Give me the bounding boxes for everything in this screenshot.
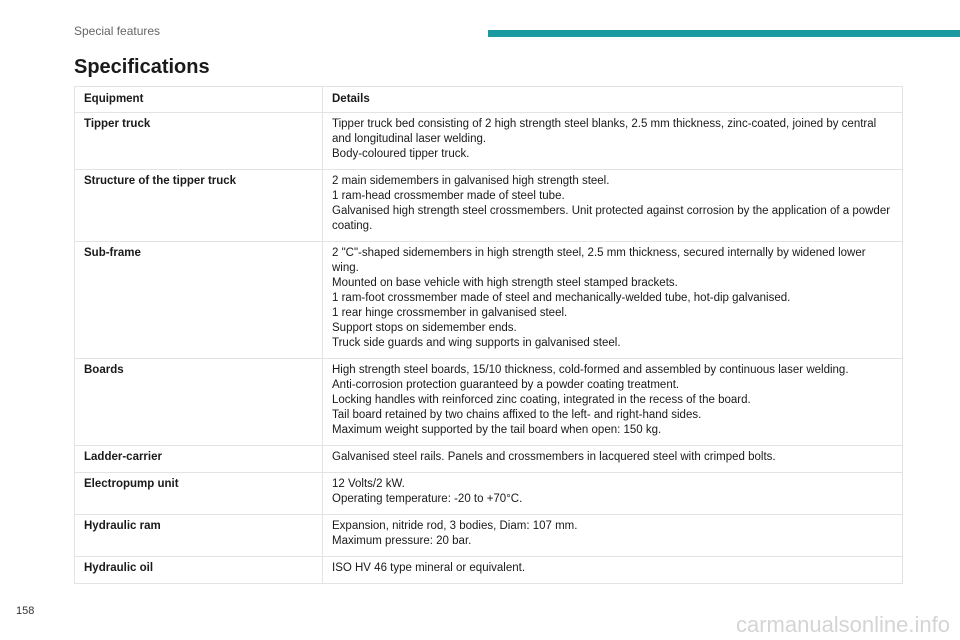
details-cell: Expansion, nitride rod, 3 bodies, Diam: 107 mm. Maximum pressure: 20 bar. bbox=[323, 515, 903, 557]
column-header-details: Details bbox=[323, 87, 903, 113]
watermark: carmanualsonline.info bbox=[735, 612, 950, 637]
equipment-cell: Sub-frame bbox=[75, 242, 323, 359]
details-cell: 2 main sidemembers in galvanised high strength steel. 1 ram-head crossmember made of steel tube. Galvanised high strength steel crossmembers. Unit protected against corrosion by the application of a powder coating. bbox=[323, 170, 903, 242]
column-header-equipment: Equipment bbox=[75, 87, 323, 113]
equipment-cell: Structure of the tipper truck bbox=[75, 170, 323, 242]
table-row bbox=[75, 359, 903, 446]
section-header: Special features bbox=[74, 24, 161, 38]
details-cell: Tipper truck bed consisting of 2 high strength steel blanks, 2.5 mm thickness, zinc-coated, joined by central and longitudinal laser welding. Body-coloured tipper truck. bbox=[323, 113, 903, 170]
table-row bbox=[75, 170, 903, 242]
equipment-cell: Hydraulic oil bbox=[75, 557, 323, 584]
table-row bbox=[75, 557, 903, 584]
equipment-cell: Ladder-carrier bbox=[75, 446, 323, 473]
table-header-row bbox=[75, 87, 903, 113]
table-row bbox=[75, 113, 903, 170]
details-cell: 12 Volts/2 kW. Operating temperature: -20 to +70°C. bbox=[323, 473, 903, 515]
equipment-cell: Electropump unit bbox=[75, 473, 323, 515]
equipment-cell: Hydraulic ram bbox=[75, 515, 323, 557]
specifications-table bbox=[74, 86, 903, 584]
page-number: 158 bbox=[16, 605, 35, 617]
details-cell: High strength steel boards, 15/10 thickness, cold-formed and assembled by continuous laser welding. Anti-corrosion protection guaranteed by a powder coating treatment. Locking handles with reinforced zinc coating, integrated in the recess of the board. Tail board retained by two chains affixed to the left- and right-hand sides. Maximum weight supported by the tail board when open: 150 kg. bbox=[323, 359, 903, 446]
page-title: Specifications bbox=[74, 56, 210, 78]
header-accent-bar bbox=[488, 30, 960, 37]
table-row bbox=[75, 446, 903, 473]
table-row bbox=[75, 515, 903, 557]
table-row bbox=[75, 473, 903, 515]
details-cell: Galvanised steel rails. Panels and crossmembers in lacquered steel with crimped bolts. bbox=[323, 446, 903, 473]
equipment-cell: Tipper truck bbox=[75, 113, 323, 170]
equipment-cell: Boards bbox=[75, 359, 323, 446]
details-cell: 2 "C"-shaped sidemembers in high strength steel, 2.5 mm thickness, secured internally by widened lower wing. Mounted on base vehicle with high strength steel stamped brackets. 1 ram-foot crossmember made of steel and mechanically-welded tube, hot-dip galvanised. 1 rear hinge crossmember in galvanised steel. Support stops on sidemember ends. Truck side guards and wing supports in galvanised steel. bbox=[323, 242, 903, 359]
details-cell: ISO HV 46 type mineral or equivalent. bbox=[323, 557, 903, 584]
table-row bbox=[75, 242, 903, 359]
